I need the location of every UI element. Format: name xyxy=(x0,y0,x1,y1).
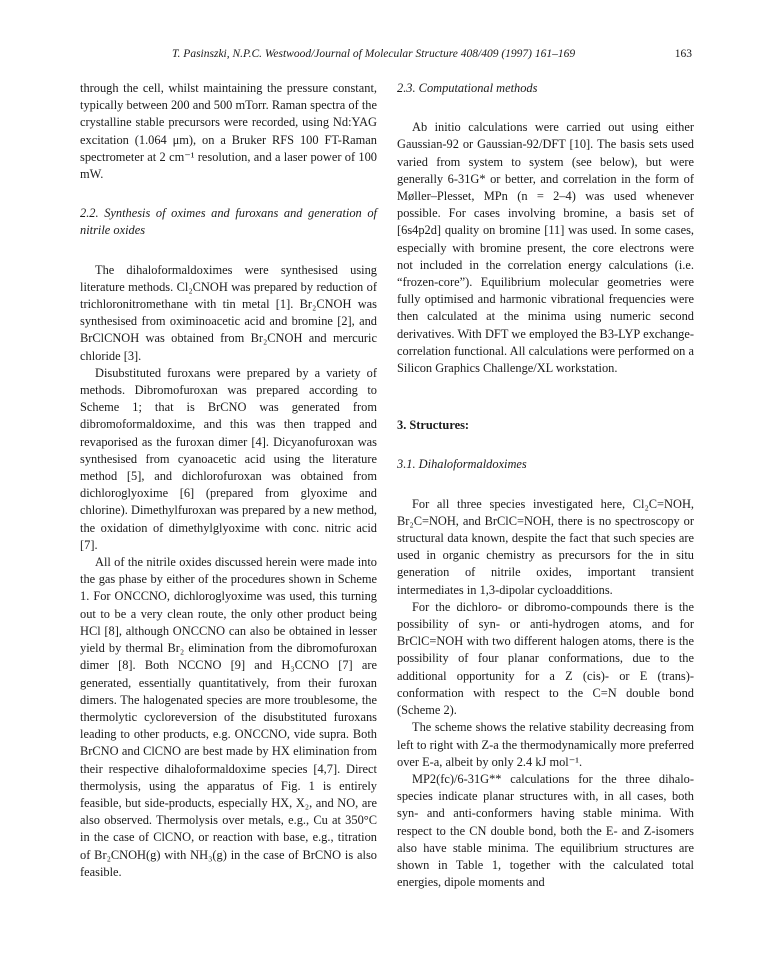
section-heading: 2.2. Synthesis of oximes and furoxans and generation of nitrile oxides xyxy=(80,206,377,238)
left-column xyxy=(80,80,377,881)
section-heading: 2.3. Computational methods xyxy=(397,81,538,95)
paragraph: All of the nitrile oxides discussed herein were made into the gas phase by either of the procedures shown in Scheme 1. For ONCCNO, dichloroglyoxime was used, this turning out to be a very clean route, the only other product being HCl [8], although ONCCNO can also be obtained in lesser yield by thermal Br₂ elimination from the dibromofuroxan dimer [8]. Both NCCNO [9] and H₃CCNO [7] are generated, essentially quantitatively, from their furoxan dimers. The halogenated species are more troublesome, the thermolytic cycloreversion of the disubstituted furoxans leading to other products, e.g. ONCCNO, vide supra. Both BrCNO and ClCNO are best made by HX elimination from their respective dihaloformaldoxime species [4,7]. Direct thermolysis, using the apparatus of Fig. 1 is entirely feasible, but side-products, especially HX, X₂, and NO, are also observed. Thermolysis over metals, e.g., Cu at 350°C in the case of ClCNO, or reaction with base, e.g., titration of Br₂CNOH(g) with NH₃(g) in the case of BrCNO is also feasible. xyxy=(80,555,377,879)
journal-citation: T. Pasinszki, N.P.C. Westwood/Journal of Molecular Structure 408/409 (1997) 161–169 xyxy=(172,48,576,60)
section-heading: 3. Structures: xyxy=(397,418,470,433)
paragraph: The dihaloformaldoximes were synthesised using literature methods. Cl₂CNOH was prepared by reduction of trichloronitromethane with tin metal [1]. Br₂CNOH was synthesised from oximinoacetic acid and bromine [2], and BrClCNOH was obtained from Br₂CNOH and mercuric chloride [3]. xyxy=(80,262,377,363)
paragraph: Disubstituted furoxans were prepared by a variety of methods. Dibromofuroxan was prepared according to Scheme 1; that is BrCNO was generated from dibromoformaldoxime, and this was then trapped and revaporised as the furoxan dimer [4]. Dicyanofuroxan was synthesised from cyanoacetic acid using the literature method [5], and dichlorofuroxan was obtained from dichloroglyoxime [6] (prepared from glyoxime and chlorine). Dimethylfuroxan was prepared by a new method, the oxidation of dimethylglyoxime with conc. nitric acid [7]. xyxy=(80,365,377,552)
paragraph: For the dichloro- or dibromo-compounds there is the possibility of syn- or anti-hydrogen atoms, and for BrClC=NOH with two different halogen atoms, there is the possibility of four planar conformations, due to the additional opportunity for a Z (cis)- or E (trans)-conformation with respect to the C=N double bond (Scheme 2). xyxy=(397,599,694,718)
right-column xyxy=(397,80,694,891)
paragraph: The scheme shows the relative stability decreasing from left to right with Z-a the thermodynamically more preferred over E-a, albeit by only 2.4 kJ mol⁻¹. xyxy=(397,720,694,769)
paragraph: For all three species investigated here, Cl₂C=NOH, Br₂C=NOH, and BrClC=NOH, there is no spectroscopy or structural data known, despite the fact that such species are used in organic chemistry as precursors for the in situ generation of nitrile oxides, important transient intermediates in 1,3-dipolar cycloadditions. xyxy=(397,496,694,597)
running-header xyxy=(80,48,692,64)
paragraph: MP2(fc)/6-31G** calculations for the three dihalo-species indicate planar structures with, in all cases, both syn- and anti-conformers having stable minima. With respect to the CN double bond, both the E- and Z-isomers also have stable minima. The equilibrium structures are shown in Table 1, together with the calculated total energies, dipole moments and xyxy=(397,771,694,890)
subsection-heading: 3.1. Dihaloformaldoximes xyxy=(397,457,527,472)
page-number: 163 xyxy=(674,48,692,60)
paragraph: Ab initio calculations were carried out using either Gaussian-92 or Gaussian-92/DFT [10]. The basis sets used varied from system to system (see below), but were generally 6-31G* or better, and correlation in the form of Møller–Plesset, MPn (n = 2–4) was used whenever possible. For cases involving bromine, a basis set of [6s4p2d] quality on bromine [11] was used. In some cases, especially with bromine present, the core electrons were not included in the correlation energy calculations (i.e. “frozen-core”). Equilibrium molecular geometries were fully optimised and harmonic vibrational frequencies were then calculated at the minima using numeric second derivatives. With DFT we employed the B3-LYP exchange-correlation functional. All calculations were performed on a Silicon Graphics Challenge/XL workstation. xyxy=(397,120,694,376)
paragraph: through the cell, whilst maintaining the pressure constant, typically between 200 and 500 mTorr. Raman spectra of the crystalline stable precursors were recorded, using Nd:YAG excitation (1.064 μm), on a Bruker RFS 100 FT-Raman spectrometer at 2 cm⁻¹ resolution, and a laser power of 100 mW. xyxy=(80,81,377,182)
